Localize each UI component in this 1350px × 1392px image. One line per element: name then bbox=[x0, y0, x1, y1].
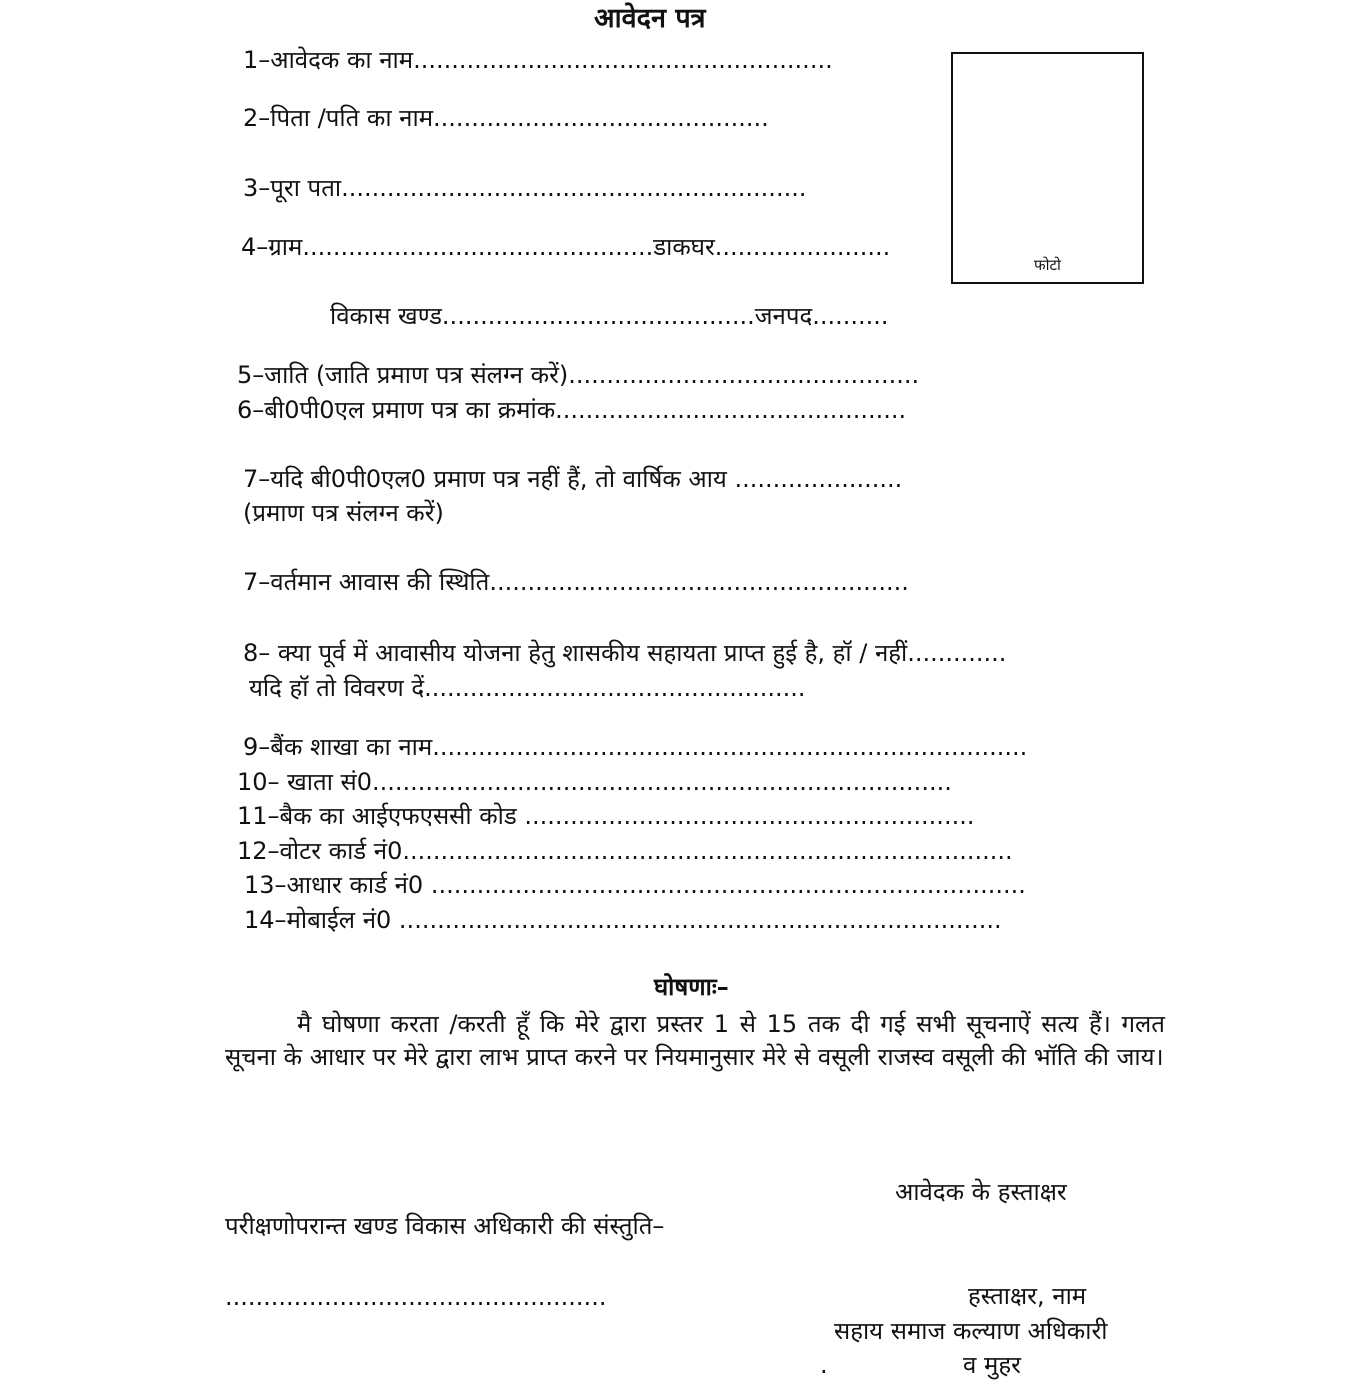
field-previous-assistance: 8– क्या पूर्व में आवासीय योजना हेतु शासकीय सहायता प्राप्त हुई है, हॉ / नहीं............. bbox=[243, 639, 1007, 667]
declaration-text: मै घोषणा करता /करती हूँ कि मेरे द्वारा प्रस्तर 1 से 15 तक दी गई सभी सूचनाऐं सत्य हैं। गलत सूचना के आधार पर मेरे द्वारा लाभ प्राप्त करने पर नियमानुसार मेरे से वसूली राजस्व वसूली की भॉति की जाय। bbox=[225, 1010, 1165, 1071]
recommendation-label: परीक्षणोपरान्त खण्ड विकास अधिकारी की संस्तुति– bbox=[225, 1212, 665, 1240]
field-voter-card: 12–वोटर कार्ड नं0................................................................................ bbox=[237, 837, 1013, 865]
field-village-postoffice: 4–ग्राम..............................................डाकघर....................... bbox=[241, 233, 891, 261]
applicant-signature-label: आवेदक के हस्ताक्षर bbox=[895, 1178, 1067, 1206]
field-annual-income-note: (प्रमाण पत्र संलग्न करें) bbox=[243, 499, 444, 527]
field-mobile-number: 14–मोबाईल नं0 ............................................................................... bbox=[244, 906, 1002, 934]
field-account-number: 10– खाता सं0............................................................................ bbox=[237, 768, 952, 796]
field-assistance-details: यदि हॉ तो विवरण दें.................................................. bbox=[249, 674, 806, 702]
field-father-husband-name: 2–पिता /पति का नाम............................................ bbox=[243, 104, 769, 132]
field-aadhaar-card: 13–आधार कार्ड नं0 .............................................................................. bbox=[244, 871, 1026, 899]
officer-title: सहाय समाज कल्याण अधिकारी bbox=[834, 1317, 1108, 1345]
field-bank-branch: 9–बैंक शाखा का नाम.............................................................................. bbox=[243, 733, 1028, 761]
field-caste: 5–जाति (जाति प्रमाण पत्र संलग्न करें).............................................. bbox=[237, 361, 920, 389]
field-annual-income: 7–यदि बी0पी0एल0 प्रमाण पत्र नहीं हैं, तो वार्षिक आय ...................... bbox=[243, 465, 903, 493]
photo-box bbox=[951, 52, 1144, 284]
signature-name-label: हस्ताक्षर, नाम bbox=[968, 1282, 1087, 1310]
field-applicant-name: 1–आवेदक का नाम....................................................... bbox=[243, 46, 833, 74]
field-housing-status: 7–वर्तमान आवास की स्थिति....................................................... bbox=[243, 568, 909, 596]
field-bpl-number: 6–बी0पी0एल प्रमाण पत्र का क्रमांक.............................................. bbox=[237, 396, 907, 424]
field-full-address: 3–पूरा पता............................................................. bbox=[243, 174, 807, 202]
form-title: आवेदन पत्र bbox=[594, 3, 706, 34]
seal-label: व मुहर bbox=[963, 1351, 1021, 1379]
stray-dot: . bbox=[820, 1351, 828, 1379]
recommendation-blank-line: .................................................. bbox=[225, 1283, 607, 1311]
declaration-heading: घोषणाः– bbox=[654, 973, 729, 1001]
field-block-district: विकास खण्ड.........................................जनपद.......... bbox=[330, 302, 889, 330]
declaration-text-block bbox=[225, 1008, 1165, 1074]
field-ifsc-code: 11–बैक का आईएफएससी कोड ........................................................... bbox=[237, 802, 975, 830]
photo-label: फोटो bbox=[1034, 256, 1061, 274]
